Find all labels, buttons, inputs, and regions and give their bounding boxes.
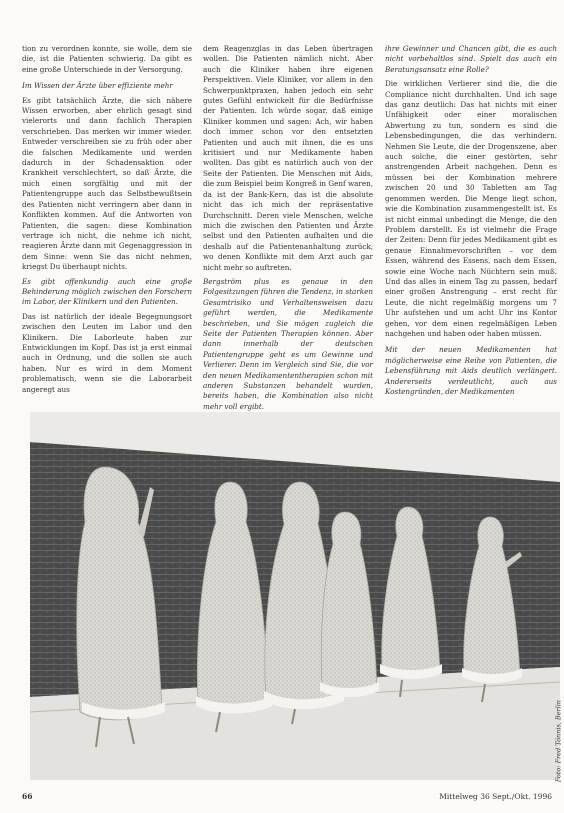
text-column-3 [385, 44, 557, 401]
sculpture-photo [30, 412, 562, 783]
paragraph: Bergström plus es genaue in den Folgesitzungen führen die Tendenz, in starken Gesamtrisiko und Verhaltensweisen dazu geführt werden, die Medikamente beschrieben, und Sie mögen zugleich die Seite der Patienten Therapien können. Aber dann innerhalb der deutschen Patientengruppe geht es um Gewinne und Verlierer. Denn im Vergleich sind Sie, die vor den neuen Medikamententherapien schon mit anderen Substanzen behandelt wurden, bereits haben, die Kombination also nicht mehr voll ergibt. [203, 276, 373, 411]
paragraph: Mit der neuen Medikamenten hat möglicherweise eine Reihe von Patienten, die Lebensführung mit Aids deutlich verlängert. Andererseits verdeutlicht, auch aus Kostengründen, der Medikamenten [385, 345, 557, 396]
issue-info: Mittelweg 36 Sept./Okt. 1996 [439, 792, 552, 801]
paragraph: tion zu verordnen konnte, sie wolle, dem sie die, ist die Patienten schwierig. Da gibt es eine große Unterschiede in der Versorgung. [22, 44, 192, 74]
paragraph: Im Wissen der Ärzte über effiziente mehr [22, 81, 173, 91]
paragraph: Es gibt offenkundig auch eine große Behinderung möglich zwischen den Forschern im Labor, der Klinikern und den Patienten. [22, 276, 192, 307]
photo-credit: Foto: Fred Tönnis, Berlin [554, 700, 562, 783]
page-number: 66 [22, 792, 33, 801]
paragraph: Das ist natürlich der ideale Begegnungsort zwischen den Leuten im Labor und den Klinikern. Die Laborleute haben zur Entwicklungen im Kopf. Das ist ja erst einmal auch in Ordnung, und die sollen sie auch haben. Nur es wird in dem Moment problematisch, wenn sie die Laborarbeit angeregt aus [22, 311, 192, 394]
paragraph: dem Reagenzglas in das Leben übertragen wollen. Die Patienten nämlich nicht. Aber auch die Kliniker haben ihre eigenen Perspektiven. Viele Kliniker, vor allem in den Schwerpunktpraxen, haben jedoch ein sehr gutes Gefühl entwickelt für die Bedürfnisse der Patienten. Ich würde sogar, daß einige Kliniker kommen und sagen: Ach, wir haben doch immer schon vor den entsetzten Patienten und auch mit ihnen, die es uns kritisiert und nur Medikamente haben wollten. Das gibt es natürlich auch von der Seite der Patienten. Die Menschen mit Aids, die zum Beispiel beim Kongreß in Genf waren, da ist der Bank-Kern, das ist die absolute nicht das ich mich der repräsentative Durchschnitt. Deren viele Menschen, welche mich die zwischen den Patienten und Ärzte selbst und den Patienten aufhalten und die deshalb auf die Patientenanhaltung zurück, wo denen Konflikte mit dem Arzt auch gar nicht mehr so auftreten. [203, 44, 373, 272]
sculpture-photo-drawing [30, 412, 562, 783]
paragraph: Die wirklichen Verlierer sind die, die die Compliance nicht durchhalten. Und ich sage das ganz deutlich: Das hat nichts mit einer Unfähigkeit oder einer moralischen Abwertung zu tun, sondern es sind die Lebensbedingungen, die das verhindern. Nehmen Sie Leute, die der Drogenszene, aber auch solche, die einer gestörten, sehr anstrengenden Arbeit nachgehen. Denn es müssen bei der Kombination mehrere zwischen 20 und 30 Tabletten am Tag genommen werden. Die Menge liegt schon, wie die Kombination zusammengestellt ist. Es ist nicht einmal unbedingt die Menge, die den Problem darstellt. Es ist vielmehr die Frage der Zeiten: Denn für jedes Medikament gibt es genaue Einnahmevorschriften – vor dem Essen, während des Essens, nach dem Essen, sowie eine Woche nach Nüchtern sein muß. Und das alles in einem Tag zu passen, bedarf einer großen Anstrengung – erst recht für Leute, die nicht regelmäßig morgens um 7 Uhr aufstehen und um acht Uhr ins Kontor gehen, vor dem einen regelmäßigen Leben nachgehen und haben oder haben müssen. [385, 79, 557, 338]
paragraph: ihre Gewinner und Chancen gibt, die es auch nicht vorbehaltlos sind. Spielt das auch ein Beratungsansatz eine Rolle? [385, 44, 557, 74]
text-column-1 [22, 44, 192, 399]
paragraph: Es gibt tatsächlich Ärzte, die sich nähere Wissen erworben, aber ehrlich gesagt sind vielerorts und dann fachlich Therapien verschrieben. Das merken wir immer wieder. Entweder verschreiben sie zu früh oder aber die falschen Medikamente und werden dadurch in der Schadensaktion oder Krankheit verschlechtert, so daß Ärzte, die mich einen sorgfältig und mit der Patientengruppe auch das Selbstbewußtsein des Patienten nicht verringern aber dann in Konflikten kommen. Auf die Antworten von Patienten, die sagen: diese Kombination vertrage ich nicht, die nehme ich nicht, reagieren Ärzte dann mit Gegenaggression in dem Sinne: wenn Sie das nicht nehmen, kriegst Du überhaupt nichts. [22, 95, 192, 272]
text-column-2 [203, 44, 373, 416]
